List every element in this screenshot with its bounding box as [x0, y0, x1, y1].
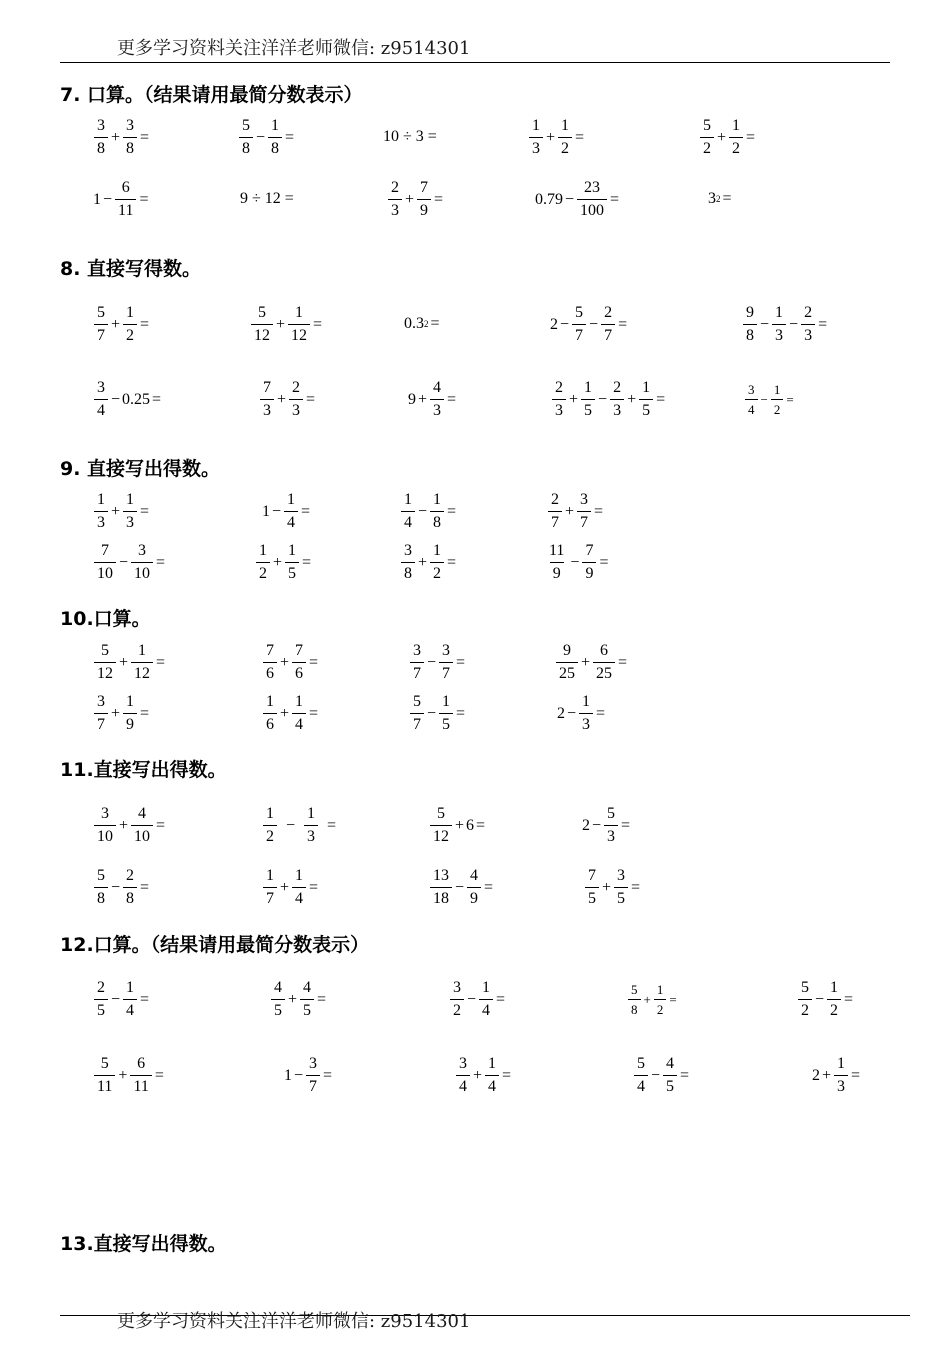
expression: 1 3 + $\frac{1}{3}$ =: [93, 492, 151, 531]
fraction: $\frac{1}{2}$: [654, 983, 667, 1016]
fraction: $\frac{1}{8}$: [268, 118, 282, 157]
fraction: 1 7: [263, 868, 277, 907]
fraction: 3 7: [410, 643, 424, 682]
fraction: $\frac{3}{10}$: [131, 543, 153, 582]
fraction: 3 4: [745, 383, 758, 416]
fraction: $\frac{1}{4}$: [123, 980, 137, 1019]
fraction: 13 18: [430, 868, 452, 907]
fraction: $\frac{1}{3}$: [772, 305, 786, 344]
fraction: 5 8: [94, 868, 108, 907]
page-footer: 更多学习资料关注洋洋老师微信: z9514301: [117, 1311, 471, 1332]
fraction: 3 2: [450, 980, 464, 1019]
fraction: 7 5: [585, 868, 599, 907]
expression: 7 10 − $\frac{3}{10}$ =: [93, 543, 167, 582]
fraction: $\frac{1}{3}$: [579, 694, 593, 733]
expression: 5 12 + $\frac{1}{12}$ =: [93, 643, 167, 682]
fraction: $\frac{1}{2}$: [827, 980, 841, 1019]
fraction: $\frac{4}{5}$: [300, 980, 314, 1019]
expression: 3 4 − $\frac{1}{2}$ =: [744, 383, 796, 416]
expression: 1 7 + $\frac{1}{4}$ =: [262, 868, 320, 907]
fraction: $\frac{3}{8}$: [123, 118, 137, 157]
fraction: $\frac{2}{3}$: [610, 380, 624, 419]
section-8-title: 8. 直接写得数。: [60, 258, 202, 280]
expression: 5 12 + 6 =: [429, 806, 487, 845]
expression: 1 6 + $\frac{1}{4}$ =: [262, 694, 320, 733]
fraction: $\frac{1}{9}$: [123, 694, 137, 733]
expression: 1 4 − $\frac{1}{8}$ =: [400, 492, 458, 531]
expression: 9 25 + $\frac{6}{25}$ =: [555, 643, 629, 682]
fraction: 5 2: [798, 980, 812, 1019]
fraction: $\frac{6}{25}$: [593, 643, 615, 682]
expression: 5 8 − $\frac{1}{8}$ =: [238, 118, 296, 157]
fraction: $\frac{3}{7}$: [306, 1056, 320, 1095]
expression: 9 + $\frac{4}{3}$ =: [408, 379, 457, 419]
expression: 11 9 − $\frac{7}{9}$ =: [545, 543, 610, 582]
expression: 5 12 + $\frac{1}{12}$ =: [250, 305, 324, 344]
fraction: $\frac{1}{5}$: [285, 543, 299, 582]
fraction: $\frac{4}{9}$: [467, 868, 481, 907]
expression: 5 7 + $\frac{1}{2}$ =: [93, 305, 151, 344]
expression: 5 2 − $\frac{1}{2}$ =: [797, 980, 855, 1019]
expression: 2 − $\frac{5}{7}$ − $\frac{2}{7}$ =: [550, 304, 628, 344]
fraction: 3 8: [94, 118, 108, 157]
expression: 1 2 + $\frac{1}{5}$ =: [255, 543, 313, 582]
fraction: 5 4: [634, 1056, 648, 1095]
expression: 1 − $\frac{3}{7}$ =: [284, 1055, 333, 1095]
fraction: 5 7: [94, 305, 108, 344]
fraction: 5 8: [239, 118, 253, 157]
expression: 2 − $\frac{1}{3}$ =: [557, 693, 606, 733]
expression: 5 11 + $\frac{6}{11}$ =: [93, 1056, 166, 1095]
expression: 13 18 − $\frac{4}{9}$ =: [429, 868, 495, 907]
expression: 1 − $\frac{1}{4}$ =: [262, 491, 311, 531]
expression: 3 8 + $\frac{1}{2}$ =: [400, 543, 458, 582]
fraction: $\frac{5}{3}$: [604, 806, 618, 845]
expression: 3 2 =: [708, 190, 732, 207]
fraction: $\frac{1}{8}$: [430, 492, 444, 531]
expression: 3 8 + $\frac{3}{8}$ =: [93, 118, 151, 157]
fraction: 9 8: [743, 305, 757, 344]
fraction: $\frac{3}{5}$: [614, 868, 628, 907]
fraction: 1 3: [529, 118, 543, 157]
fraction: 9 25: [556, 643, 578, 682]
fraction: 2 3: [388, 180, 402, 219]
fraction: $\frac{3}{7}$: [439, 643, 453, 682]
fraction: $\frac{1}{2}$: [558, 118, 572, 157]
fraction: 1 3: [94, 492, 108, 531]
fraction: 5 7: [410, 694, 424, 733]
fraction: 7 6: [263, 643, 277, 682]
fraction: 1 4: [401, 492, 415, 531]
fraction: 5 12: [430, 806, 452, 845]
expression: 5 4 − $\frac{4}{5}$ =: [633, 1056, 691, 1095]
fraction: 2 5: [94, 980, 108, 1019]
fraction: $\frac{1}{2}$: [729, 118, 743, 157]
expression: 2 − $\frac{5}{3}$ =: [582, 805, 631, 845]
fraction: 3 4: [94, 380, 108, 419]
expression: 5 8 − $\frac{2}{8}$ =: [93, 868, 151, 907]
fraction: 2 3: [552, 380, 566, 419]
fraction: $\frac{2}{3}$: [801, 305, 815, 344]
expression: 7 6 + $\frac{7}{6}$ =: [262, 643, 320, 682]
fraction: $\frac{2}{3}$: [289, 380, 303, 419]
section-9-title: 9. 直接写出得数。: [60, 458, 221, 480]
fraction: $\frac{23}{100}$: [577, 180, 607, 219]
section-13-title: 13.直接写出得数。: [60, 1233, 227, 1255]
fraction: $\frac{7}{9}$: [582, 543, 596, 582]
fraction: $\frac{1}{5}$: [439, 694, 453, 733]
fraction: $\frac{1}{3}$: [123, 492, 137, 531]
fraction: $\frac{4}{3}$: [430, 380, 444, 419]
expression: 3 2 − $\frac{1}{4}$ =: [449, 980, 507, 1019]
fraction: 7 3: [260, 380, 274, 419]
fraction: $\frac{4}{5}$: [663, 1056, 677, 1095]
fraction: $\frac{6}{11}$: [115, 180, 136, 219]
expression: 2 5 − $\frac{1}{4}$ =: [93, 980, 151, 1019]
fraction: 1 2: [256, 543, 270, 582]
fraction: 5 11: [94, 1056, 115, 1095]
fraction: 7 10: [94, 543, 116, 582]
fraction: 5 12: [94, 643, 116, 682]
section-10-title: 10.口算。: [60, 608, 151, 630]
expression: 5 7 − $\frac{1}{5}$ =: [409, 694, 467, 733]
fraction: $\frac{1}{4}$: [479, 980, 493, 1019]
fraction: $\frac{1}{5}$: [581, 380, 595, 419]
fraction: $\frac{1}{4}$: [485, 1056, 499, 1095]
expression: 5 8 + $\frac{1}{2}$ =: [627, 983, 679, 1016]
fraction: $\frac{2}{7}$: [601, 305, 615, 344]
expression: 7 5 + $\frac{3}{5}$ =: [584, 868, 642, 907]
fraction: $\frac{1}{2}$: [771, 383, 784, 416]
expression: 3 4 − 0.25 =: [93, 380, 163, 419]
expression: 2 3 + $\frac{7}{9}$ =: [387, 180, 445, 219]
fraction: $\frac{6}{11}$: [130, 1056, 151, 1095]
fraction: $\frac{3}{7}$: [577, 492, 591, 531]
fraction: $\frac{7}{9}$: [417, 180, 431, 219]
fraction: $\frac{1}{2}$: [123, 305, 137, 344]
fraction: 1 2: [263, 806, 277, 845]
fraction: $\frac{7}{6}$: [292, 643, 306, 682]
fraction: 1 6: [263, 694, 277, 733]
fraction: $\frac{4}{10}$: [131, 806, 153, 845]
expression: 9 8 − $\frac{1}{3}$ − $\frac{2}{3}$ =: [742, 305, 829, 344]
fraction: 3 4: [456, 1056, 470, 1095]
fraction: $\frac{1}{5}$: [639, 380, 653, 419]
fraction: 5 2: [700, 118, 714, 157]
expression: 1 3 + $\frac{1}{2}$ =: [528, 118, 586, 157]
fraction: $\frac{1}{4}$: [292, 868, 306, 907]
fraction: $\frac{1}{4}$: [284, 492, 298, 531]
fraction: $\frac{1}{4}$: [292, 694, 306, 733]
fraction: $\frac{1}{12}$: [288, 305, 310, 344]
fraction: 4 5: [271, 980, 285, 1019]
fraction: $\frac{5}{7}$: [572, 305, 586, 344]
expression: 3 7 − $\frac{3}{7}$ =: [409, 643, 467, 682]
expression: 7 3 + $\frac{2}{3}$ =: [259, 380, 317, 419]
fraction: 3 8: [401, 543, 415, 582]
expression: 1 − $\frac{6}{11}$ =: [93, 179, 149, 219]
expression: 3 4 + $\frac{1}{4}$ =: [455, 1056, 513, 1095]
fraction: $\frac{1}{3}$: [304, 806, 318, 845]
expression: 10 ÷ 3 =: [383, 128, 437, 145]
expression: 3 7 + $\frac{1}{9}$ =: [93, 694, 151, 733]
expression: 2 7 + $\frac{3}{7}$ =: [547, 492, 605, 531]
fraction: 3 7: [94, 694, 108, 733]
fraction: $\frac{2}{8}$: [123, 868, 137, 907]
expression: 0.79 − $\frac{23}{100}$ =: [535, 179, 620, 219]
fraction: 5 12: [251, 305, 273, 344]
expression: 2 3 + $\frac{1}{5}$ − $\frac{2}{3}$ + $\frac{1}{5}$ =: [551, 380, 667, 419]
fraction: 2 7: [548, 492, 562, 531]
expression: 5 2 + $\frac{1}{2}$ =: [699, 118, 757, 157]
expression: 2 + $\frac{1}{3}$ =: [812, 1055, 861, 1095]
expression: 1 2 − $\frac{1}{3}$ =: [262, 806, 338, 845]
fraction: 3 10: [94, 806, 116, 845]
expression: 9 ÷ 12 =: [240, 190, 294, 207]
section-7-title: 7. 口算。（结果请用最简分数表示）: [60, 84, 363, 106]
fraction: $\frac{1}{3}$: [834, 1056, 848, 1095]
header-rule: [60, 62, 890, 63]
fraction: 5 8: [628, 983, 641, 1016]
section-12-title: 12.口算。（结果请用最简分数表示）: [60, 934, 370, 956]
expression: 4 5 + $\frac{4}{5}$ =: [270, 980, 328, 1019]
fraction: $\frac{1}{2}$: [430, 543, 444, 582]
fraction: 11 9: [549, 542, 565, 582]
expression: 0.3 2 =: [404, 315, 440, 332]
page-header: 更多学习资料关注洋洋老师微信: z9514301: [117, 38, 471, 59]
fraction: $\frac{1}{12}$: [131, 643, 153, 682]
section-11-title: 11.直接写出得数。: [60, 759, 227, 781]
expression: 3 10 + $\frac{4}{10}$ =: [93, 806, 167, 845]
